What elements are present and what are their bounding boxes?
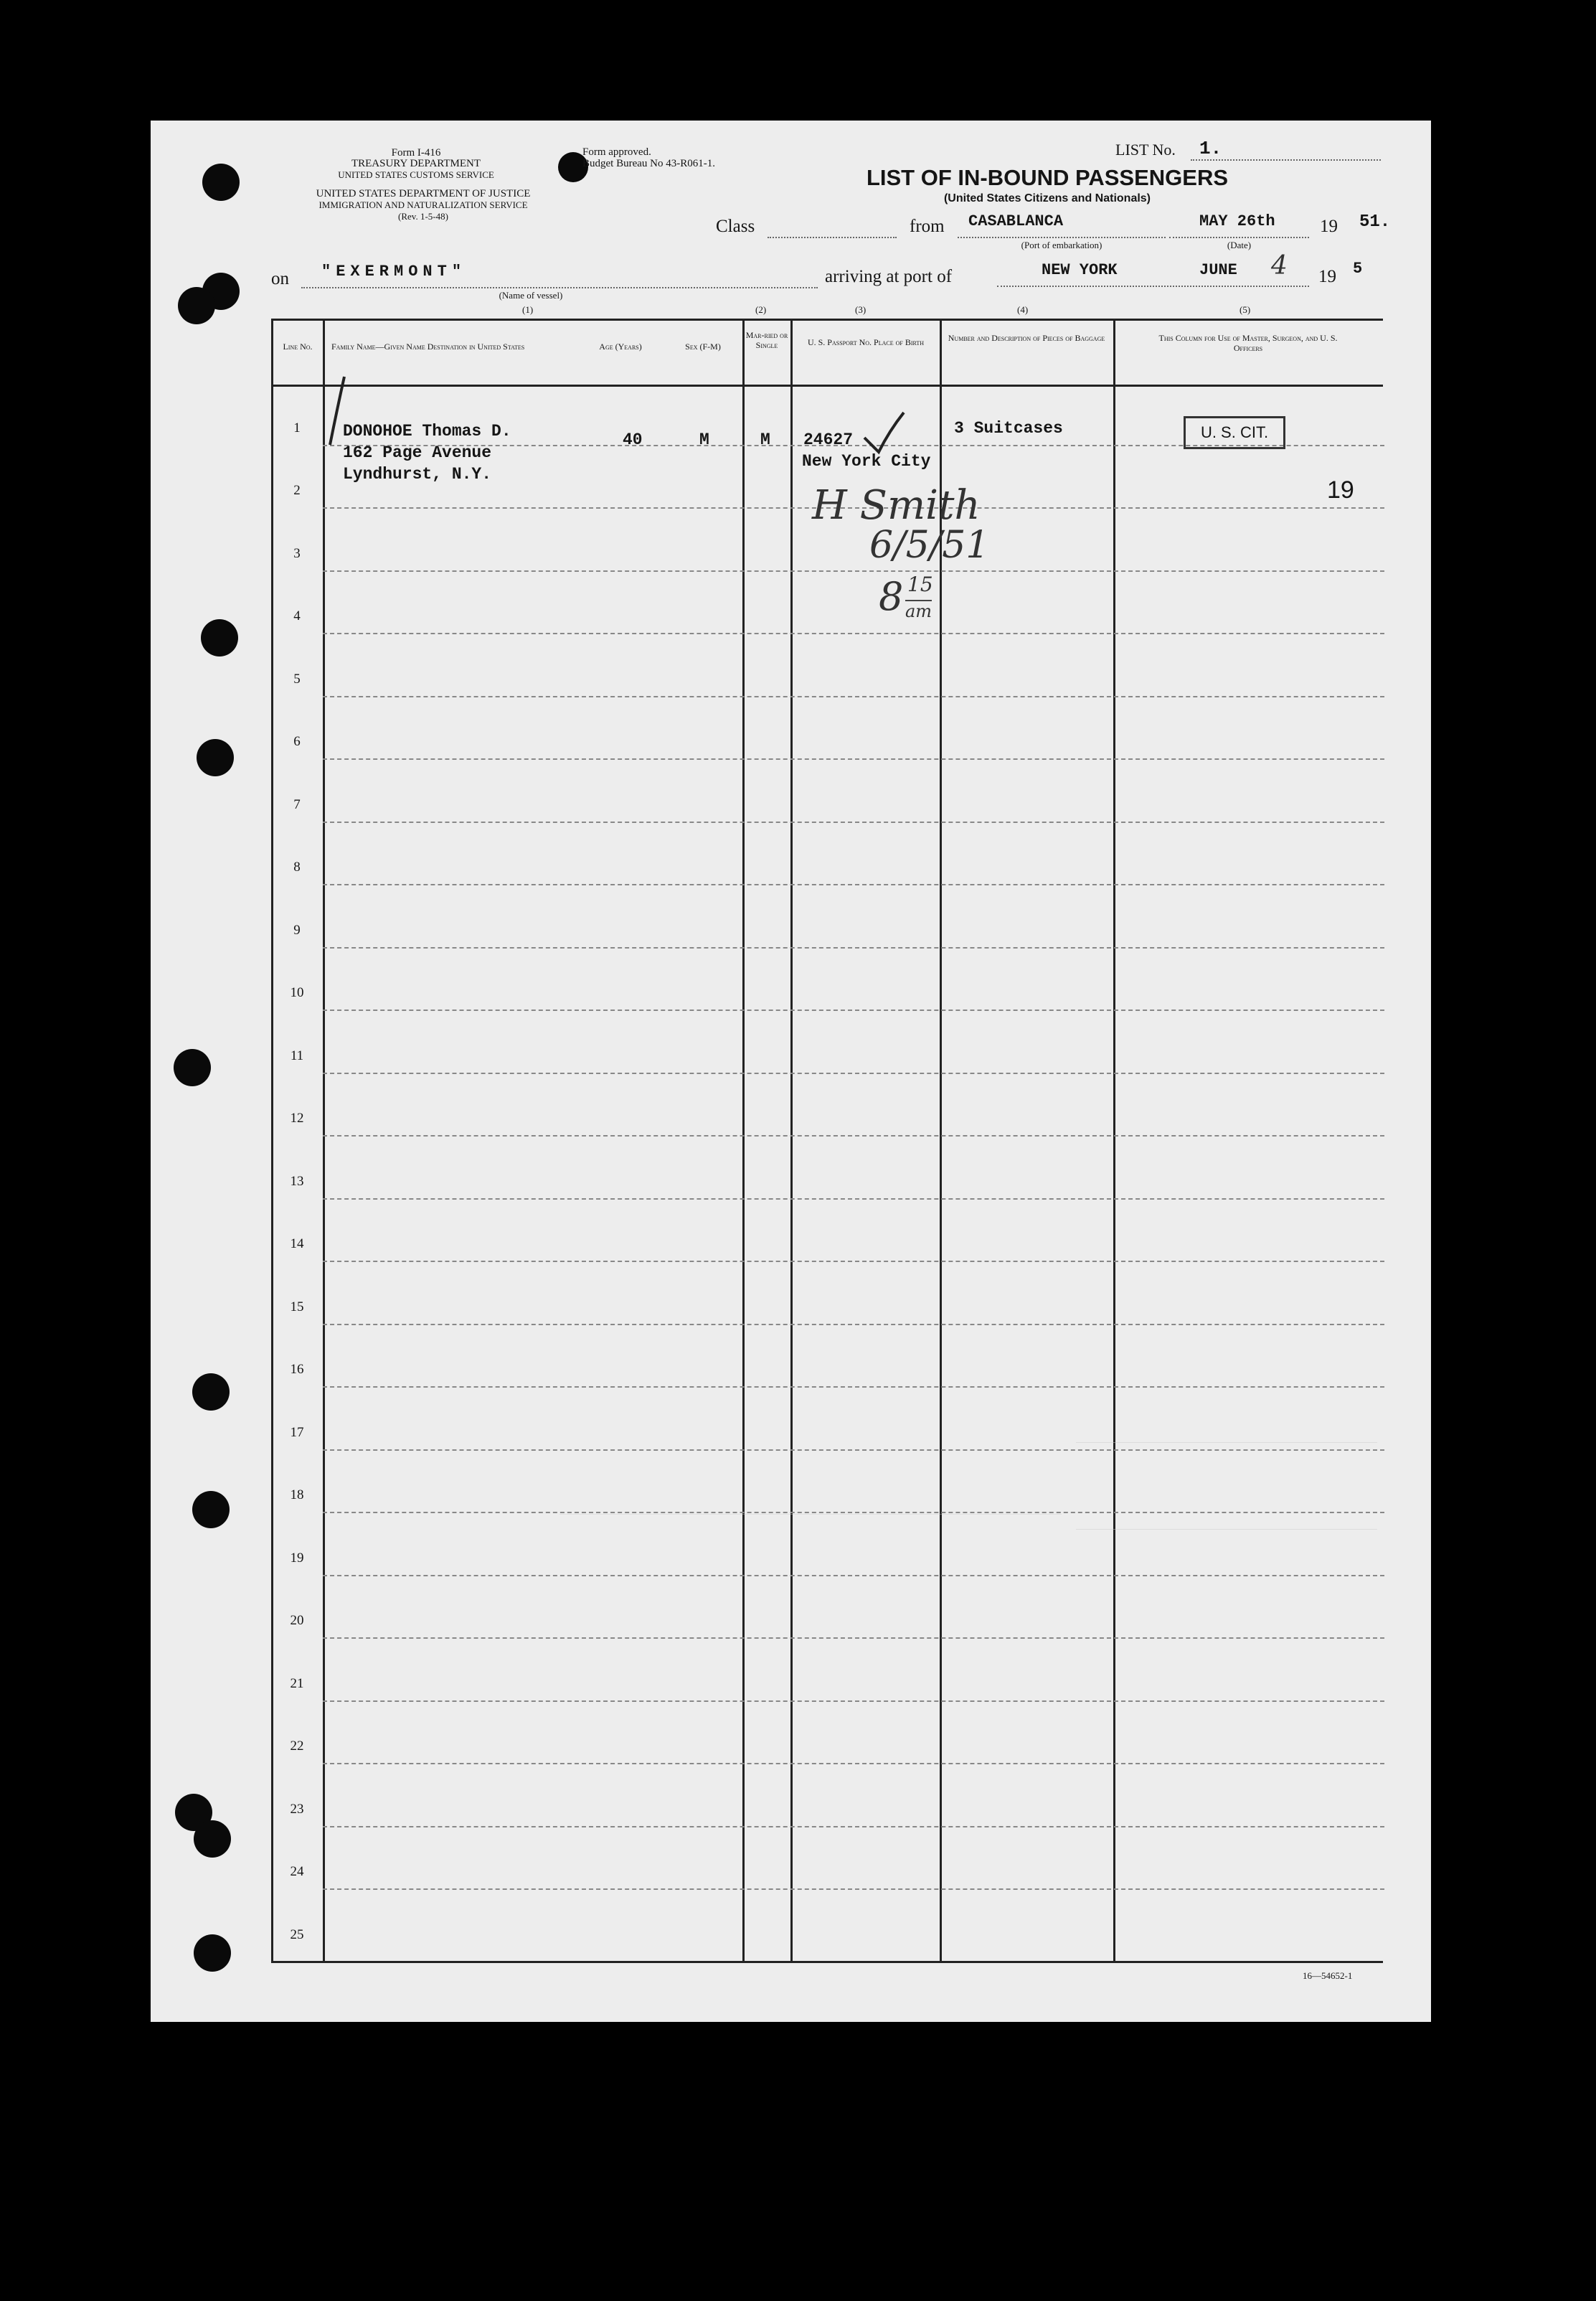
- on-label: on: [271, 269, 289, 288]
- row-rule: [323, 570, 1384, 572]
- line-number: 25: [290, 1926, 304, 1942]
- inspection-date: 6/5/51: [869, 524, 990, 567]
- binder-hole: [194, 1934, 231, 1972]
- line-number: 7: [293, 796, 301, 812]
- binder-hole: [192, 1373, 230, 1411]
- line-number: 1: [293, 420, 301, 436]
- row-rule: [323, 822, 1384, 823]
- checkmark-icon: [316, 373, 359, 452]
- port-of-embarkation: CASABLANCA: [968, 212, 1064, 230]
- embarkation-date: MAY 26th: [1199, 212, 1275, 230]
- line-number: 8: [293, 860, 301, 875]
- line-number: 17: [290, 1424, 304, 1440]
- passenger-marital: M: [760, 430, 770, 449]
- binder-hole: [192, 1491, 230, 1528]
- col3-number: (3): [855, 304, 867, 315]
- line-number: 16: [290, 1362, 304, 1377]
- row-rule: [323, 1888, 1384, 1890]
- line-number: 19: [290, 1550, 304, 1566]
- col1-number: (1): [522, 304, 534, 315]
- revision-date: (Rev. 1-5-48): [398, 211, 448, 222]
- form-code: 16—54652-1: [1303, 1970, 1353, 1981]
- line-number: 20: [290, 1613, 304, 1628]
- arrival-month: JUNE: [1199, 261, 1237, 279]
- header-sex: Sex (F-M): [685, 342, 721, 352]
- inspection-time-ampm: am: [905, 601, 932, 621]
- header-baggage: Number and Description of Pieces of Baggage: [948, 333, 1105, 343]
- binder-hole: [178, 287, 215, 324]
- passenger-name: DONOHOE Thomas D.: [343, 422, 511, 441]
- line-number: 11: [290, 1048, 304, 1063]
- row-rule: [323, 884, 1384, 885]
- row-rule: [323, 1324, 1384, 1325]
- row-rule: [323, 1700, 1384, 1702]
- row-rule: [323, 1763, 1384, 1764]
- row-rule: [323, 696, 1384, 697]
- port-embark-caption: (Port of embarkation): [1021, 240, 1102, 250]
- treasury-dept: TREASURY DEPARTMENT: [351, 158, 481, 169]
- justice-dept: UNITED STATES DEPARTMENT OF JUSTICE: [316, 188, 531, 199]
- line-number: 9: [293, 922, 301, 938]
- passenger-birthplace: New York City: [802, 452, 931, 471]
- passenger-sex: M: [699, 430, 709, 449]
- binder-hole: [201, 619, 238, 657]
- row-rule: [323, 947, 1384, 949]
- officer-note: 19: [1327, 476, 1354, 504]
- row-rule: [323, 1073, 1384, 1074]
- arrival-year-prefix: 19: [1318, 267, 1336, 286]
- row-rule: [323, 1135, 1384, 1137]
- binder-hole: [174, 1049, 211, 1086]
- line-number: 23: [290, 1801, 304, 1817]
- inspection-time-minutes: 15: [907, 573, 933, 596]
- header-name: Family Name—Given Name Destination in United States: [331, 342, 525, 352]
- line-number: 18: [290, 1487, 304, 1502]
- row-rule: [323, 1637, 1384, 1639]
- line-number: 6: [293, 734, 301, 749]
- line-number: 10: [290, 985, 304, 1000]
- header-married: Mar-ried or Single: [745, 330, 788, 350]
- budget-bureau: Budget Bureau No 43-R061-1.: [582, 158, 715, 169]
- header-passport: U. S. Passport No. Place of Birth: [807, 337, 925, 347]
- bleed-through-text: [559, 1457, 1062, 1515]
- line-number: 2: [293, 483, 301, 498]
- page-subtitle: (United States Citizens and Nationals): [943, 192, 1151, 204]
- row-rule: [323, 758, 1384, 760]
- vessel-name: "EXERMONT": [321, 263, 467, 281]
- inspection-time: 8: [879, 574, 904, 619]
- row-rule: [323, 633, 1384, 634]
- col5-number: (5): [1240, 304, 1251, 315]
- ins-service: IMMIGRATION AND NATURALIZATION SERVICE: [318, 199, 528, 210]
- header-age: Age (Years): [599, 342, 642, 352]
- line-number: 15: [290, 1299, 304, 1314]
- line-number: 12: [290, 1111, 304, 1126]
- form-approved: Form approved.: [582, 146, 651, 158]
- embarkation-year: 51.: [1359, 212, 1391, 232]
- port-of-arrival: NEW YORK: [1042, 261, 1118, 279]
- vessel-caption: (Name of vessel): [499, 290, 563, 301]
- row-rule: [323, 1198, 1384, 1200]
- header-line-no: Line No.: [283, 342, 313, 352]
- passenger-address-1: 162 Page Avenue: [343, 443, 492, 462]
- year-prefix: 19: [1320, 217, 1338, 236]
- binder-hole: [194, 1820, 231, 1858]
- date-caption: (Date): [1227, 240, 1252, 250]
- customs-service: UNITED STATES CUSTOMS SERVICE: [338, 169, 494, 180]
- binder-hole: [202, 164, 240, 201]
- passenger-age: 40: [623, 430, 643, 449]
- list-number: 1.: [1199, 138, 1222, 159]
- checkmark-icon: [861, 409, 911, 459]
- row-rule: [323, 1826, 1384, 1827]
- arrival-day: 4: [1271, 251, 1288, 281]
- line-number: 14: [290, 1236, 304, 1251]
- line-number: 3: [293, 545, 301, 561]
- line-number: 5: [293, 671, 301, 687]
- arriving-label: arriving at port of: [825, 267, 953, 286]
- header-officers: This Column for Use of Master, Surgeon, and U. S. Officers: [1158, 333, 1338, 353]
- line-number: 4: [293, 608, 301, 624]
- row-rule: [323, 1261, 1384, 1262]
- row-rule: [323, 1386, 1384, 1388]
- passenger-address-2: Lyndhurst, N.Y.: [343, 465, 492, 484]
- class-label: Class: [716, 217, 755, 236]
- col4-number: (4): [1017, 304, 1029, 315]
- passenger-baggage: 3 Suitcases: [954, 419, 1063, 438]
- us-citizen-stamp: U. S. CIT.: [1184, 416, 1285, 449]
- col2-number: (2): [755, 304, 767, 315]
- line-number: 13: [290, 1173, 304, 1189]
- from-label: from: [910, 217, 945, 236]
- inspector-signature: H Smith: [812, 482, 981, 529]
- bleed-through-text: [1076, 1442, 1377, 1530]
- binder-hole: [197, 739, 234, 776]
- line-number: 21: [290, 1675, 304, 1691]
- page-title: LIST OF IN-BOUND PASSENGERS: [866, 165, 1229, 190]
- row-rule: [323, 1575, 1384, 1576]
- line-number: 24: [290, 1864, 304, 1879]
- list-label: LIST No.: [1115, 141, 1176, 159]
- passenger-passport: 24627: [803, 430, 854, 449]
- row-rule: [323, 1010, 1384, 1011]
- form-number: Form I-416: [391, 147, 441, 159]
- arrival-year: 5: [1353, 260, 1363, 278]
- line-number: 22: [290, 1738, 304, 1754]
